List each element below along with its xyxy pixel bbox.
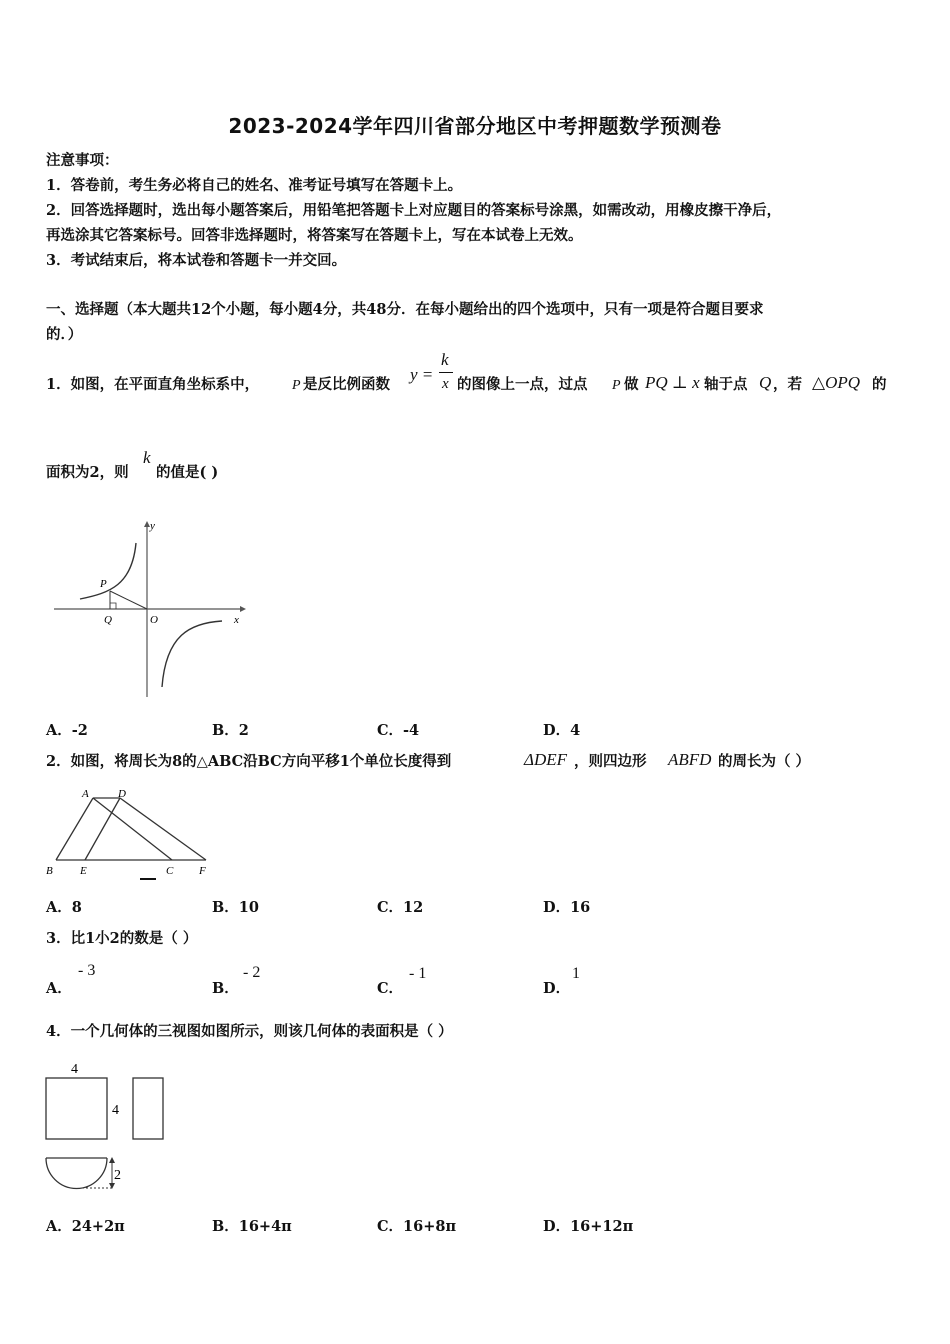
q1-line2-b: 的值是( ) — [156, 464, 219, 481]
notice-heading: 注意事项： — [46, 152, 119, 169]
q1-text-prefix: 1．如图，在平面直角坐标系中， — [46, 376, 260, 393]
right-angle-mark — [110, 603, 116, 609]
q1-text-7: 的 — [872, 376, 887, 393]
notice-item-1: 1．答卷前，考生务必将自己的姓名、准考证号填写在答题卡上。 — [46, 177, 463, 194]
q3-option-c-label: C． — [377, 980, 404, 997]
label-y: y — [150, 520, 155, 532]
q4-option-a: A．24+2π — [46, 1218, 125, 1235]
label-a: A — [82, 788, 89, 800]
q3-text: 3．比1小2的数是（ ） — [46, 930, 198, 947]
notice-item-3: 3．考试结束后，将本试卷和答题卡一并交回。 — [46, 252, 347, 269]
q1-point-p: P — [292, 378, 301, 393]
hyperbola-branch-right — [162, 621, 222, 687]
label-depth: 2 — [114, 1168, 121, 1183]
segment-de — [85, 798, 120, 860]
segment-ab — [56, 798, 93, 860]
segment-po — [110, 591, 147, 609]
q1-text-3: 的图像上一点，过点 — [457, 376, 588, 393]
q1-option-b: B．2 — [212, 722, 249, 739]
label-o: O — [150, 614, 158, 626]
q1-hyperbola-figure — [50, 515, 250, 700]
q1-pq-perp: PQ ⊥ x — [645, 373, 700, 392]
q2-option-b: B．10 — [212, 899, 259, 916]
q1-point-q: Q — [759, 373, 772, 392]
q3-option-d-label: D． — [543, 980, 571, 997]
q3-option-d-value: 1 — [572, 965, 580, 982]
dimension-arrow-up — [109, 1157, 115, 1163]
q1-text-6: ，若 — [773, 376, 802, 393]
q1-option-a: A．-2 — [46, 722, 88, 739]
section-heading: 一、选择题（本大题共12个小题，每小题4分，共48分．在每小题给出的四个选项中，只有一项是符合题目要求 — [46, 301, 764, 318]
q1-option-d: D．4 — [543, 722, 581, 739]
q1-point-p-2: P — [612, 378, 621, 393]
q3-option-b-value: - 2 — [243, 964, 261, 981]
label-x: x — [234, 614, 239, 626]
dimension-arrow-down — [109, 1183, 115, 1189]
q4-option-c: C．16+8π — [377, 1218, 457, 1235]
page-title: 2023-2024学年四川省部分地区中考押题数学预测卷 — [228, 114, 722, 138]
label-e: E — [80, 865, 87, 877]
q3-option-a-label: A． — [46, 980, 72, 997]
q2-def: ΔDEF — [524, 750, 568, 769]
q2-option-a: A．8 — [46, 899, 82, 916]
q2-abfd: ABFD — [668, 750, 712, 769]
label-c: C — [166, 865, 174, 877]
q1-text-5: 轴于点 — [704, 376, 748, 393]
q4-text: 4．一个几何体的三视图如图所示，则该几何体的表面积是（ ） — [46, 1023, 453, 1040]
q4-option-b: B．16+4π — [212, 1218, 292, 1235]
q1-line2-a: 面积为2，则 — [46, 464, 129, 481]
top-view-arc — [46, 1158, 107, 1188]
q1-triangle: △OPQ — [812, 373, 861, 392]
notice-item-2-cont: 再选涂其它答案标号。回答非选择题时，将答案写在答题卡上，写在本试卷上无效。 — [46, 227, 583, 244]
x-axis-arrow — [240, 606, 246, 612]
q3-option-a-value: - 3 — [78, 962, 96, 979]
label-side-height: 4 — [112, 1103, 119, 1118]
side-view — [133, 1078, 163, 1139]
q2-option-d: D．16 — [543, 899, 591, 916]
q2-text-3: 的周长为（ ） — [718, 753, 811, 770]
q1-fraction-bar — [439, 372, 453, 373]
label-f: F — [199, 865, 206, 877]
q1-func-numerator: k — [441, 350, 449, 369]
q1-k: k — [143, 448, 151, 467]
label-d: D — [118, 788, 126, 800]
q1-text-4: 做 — [624, 376, 639, 393]
q1-option-c: C．-4 — [377, 722, 420, 739]
q4-three-views-figure — [40, 1057, 175, 1197]
label-q: Q — [104, 614, 112, 626]
q1-text-2: 是反比例函数 — [303, 376, 390, 393]
q2-option-c: C．12 — [377, 899, 424, 916]
q4-option-d: D．16+12π — [543, 1218, 634, 1235]
section-heading-cont: 的．） — [46, 326, 83, 343]
q1-func-denominator: x — [442, 376, 449, 392]
q2-translation-figure — [44, 785, 219, 883]
notice-item-2: 2．回答选择题时，选出每小题答案后，用铅笔把答题卡上对应题目的答案标号涂黑，如需改动，用橡皮擦干净后， — [46, 202, 782, 219]
q2-text-2: ，则四边形 — [574, 753, 647, 770]
hyperbola-branch-left — [80, 543, 136, 599]
q1-func-y: y = — [410, 365, 434, 384]
q3-option-b-label: B． — [212, 980, 239, 997]
front-view — [46, 1078, 107, 1139]
label-p: P — [100, 578, 107, 590]
q3-option-c-value: - 1 — [409, 965, 427, 982]
q2-text-1: 2．如图，将周长为8的△ABC沿BC方向平移1个单位长度得到 — [46, 753, 452, 770]
label-top-width: 4 — [71, 1062, 78, 1077]
label-b: B — [46, 865, 53, 877]
